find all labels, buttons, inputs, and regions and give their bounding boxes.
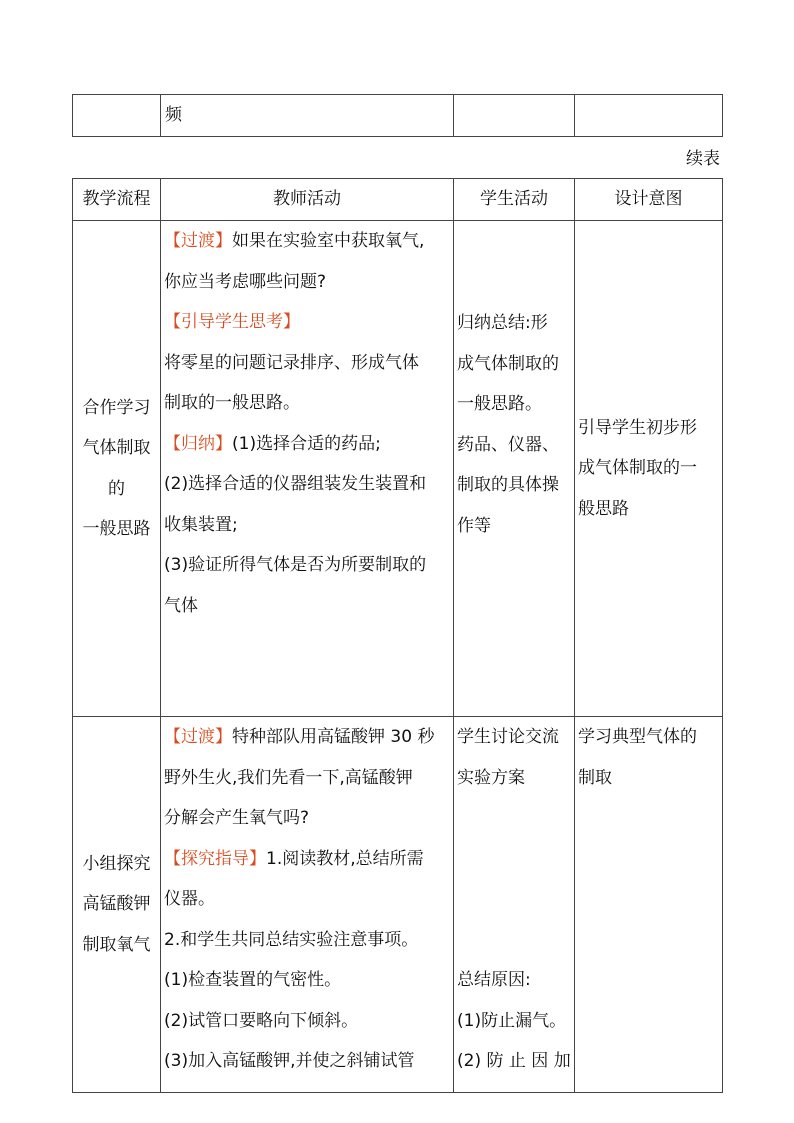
continued-label: 续表 [686,149,720,169]
line-text: 将零星的问题记录排序、形成气体 [164,352,419,373]
teacher-line [164,586,450,627]
process-cell [73,221,161,717]
design-intent-cell [575,221,723,717]
process-line: 制取氧气 [82,934,151,955]
header-teacher: 教师活动 [161,179,454,221]
line-text: (3)验证所得气体是否为所要制取的 [164,555,427,575]
intent-line: 般思路 [578,498,629,519]
line-text: 气体 [164,595,198,616]
line-text: 制取的一般思路。 [164,393,300,413]
teacher-line [164,960,450,1001]
line-text: (3)加入高锰酸钾,并使之斜铺试管 [164,1051,415,1071]
teacher-line [164,343,450,384]
header-process: 教学流程 [73,179,161,221]
teacher-line [164,798,450,839]
teacher-line [164,879,450,920]
header-intent: 设计意图 [575,179,723,221]
student-line: 成气体制取的 [457,353,559,374]
teacher-line [164,1001,450,1042]
teacher-line [164,302,450,343]
tag-label: 【探究指导】 [164,848,266,869]
header-student: 学生活动 [454,179,575,221]
table-row [73,717,723,1093]
intent-line: 学习典型气体的 [578,727,697,747]
teacher-line [164,839,450,880]
header-row [73,179,723,221]
teacher-line [164,262,450,303]
tag-label: 【引导学生思考】 [164,312,300,332]
table-row [73,95,723,137]
intent-line: 成气体制取的一 [578,458,697,479]
process-line: 的 [108,478,125,499]
intent-line: 制取 [578,767,612,788]
student-line: 药品、仪器、 [457,434,559,455]
top-cell-1 [73,95,161,137]
table-row [73,221,723,717]
teacher-line [164,505,450,546]
lesson-plan-table [72,178,723,1093]
teacher-line [164,221,450,262]
top-table-fragment [72,94,723,137]
teacher-activity-cell [161,221,454,717]
student-line: 归纳总结:形 [457,313,548,333]
design-intent-cell [575,717,723,1093]
student-line: 制取的具体操 [457,475,559,495]
tag-label: 【归纳】 [164,433,232,454]
student-activity-cell [454,717,575,1093]
student-line: 实验方案 [457,767,525,788]
process-line: 小组探究 [82,853,151,874]
line-text: 2.和学生共同总结实验注意事项。 [164,929,419,950]
process-line: 一般思路 [82,519,151,539]
line-text: (2)选择合适的仪器组装发生装置和 [164,474,427,494]
teacher-line [164,758,450,799]
spacer [457,798,571,960]
top-cell-4 [575,95,723,137]
top-cell-3 [454,95,575,137]
process-line: 气体制取 [82,438,151,458]
process-line: 高锰酸钾 [82,894,151,915]
teacher-line [164,1041,450,1082]
line-text: (2)试管口要略向下倾斜。 [164,1010,359,1031]
student-line: 作等 [457,515,491,536]
process-line: 合作学习 [82,397,151,418]
teacher-line [164,717,450,758]
teacher-line [164,545,450,586]
line-text: (1)选择合适的药品; [232,433,381,454]
line-text: 收集装置; [164,514,238,535]
process-cell [73,717,161,1093]
line-text: 你应当考虑哪些问题? [164,271,327,292]
teacher-line [164,424,450,465]
line-text: (1)检查装置的气密性。 [164,970,342,990]
tag-label: 【过渡】 [164,727,232,747]
line-text: 野外生火,我们先看一下,高锰酸钾 [164,767,413,788]
teacher-line [164,464,450,505]
intent-line: 引导学生初步形 [578,417,697,438]
student-line: (2) 防 止 因 加 [457,1051,571,1071]
tag-label: 【过渡】 [164,231,232,251]
student-line: 一般思路。 [457,394,542,414]
line-text: 仪器。 [164,889,215,909]
student-line: (1)防止漏气。 [457,1010,567,1031]
line-text: 特种部队用高锰酸钾 30 秒 [232,727,435,747]
teacher-activity-cell [161,717,454,1093]
line-text: 如果在实验室中获取氧气, [232,231,425,251]
student-activity-cell [454,221,575,717]
teacher-line [164,383,450,424]
teacher-line [164,920,450,961]
top-cell-2: 频 [161,95,454,137]
student-line: 学生讨论交流 [457,727,559,747]
student-line: 总结原因: [457,970,531,990]
line-text: 1.阅读教材,总结所需 [266,848,424,869]
line-text: 分解会产生氧气吗? [164,808,310,828]
